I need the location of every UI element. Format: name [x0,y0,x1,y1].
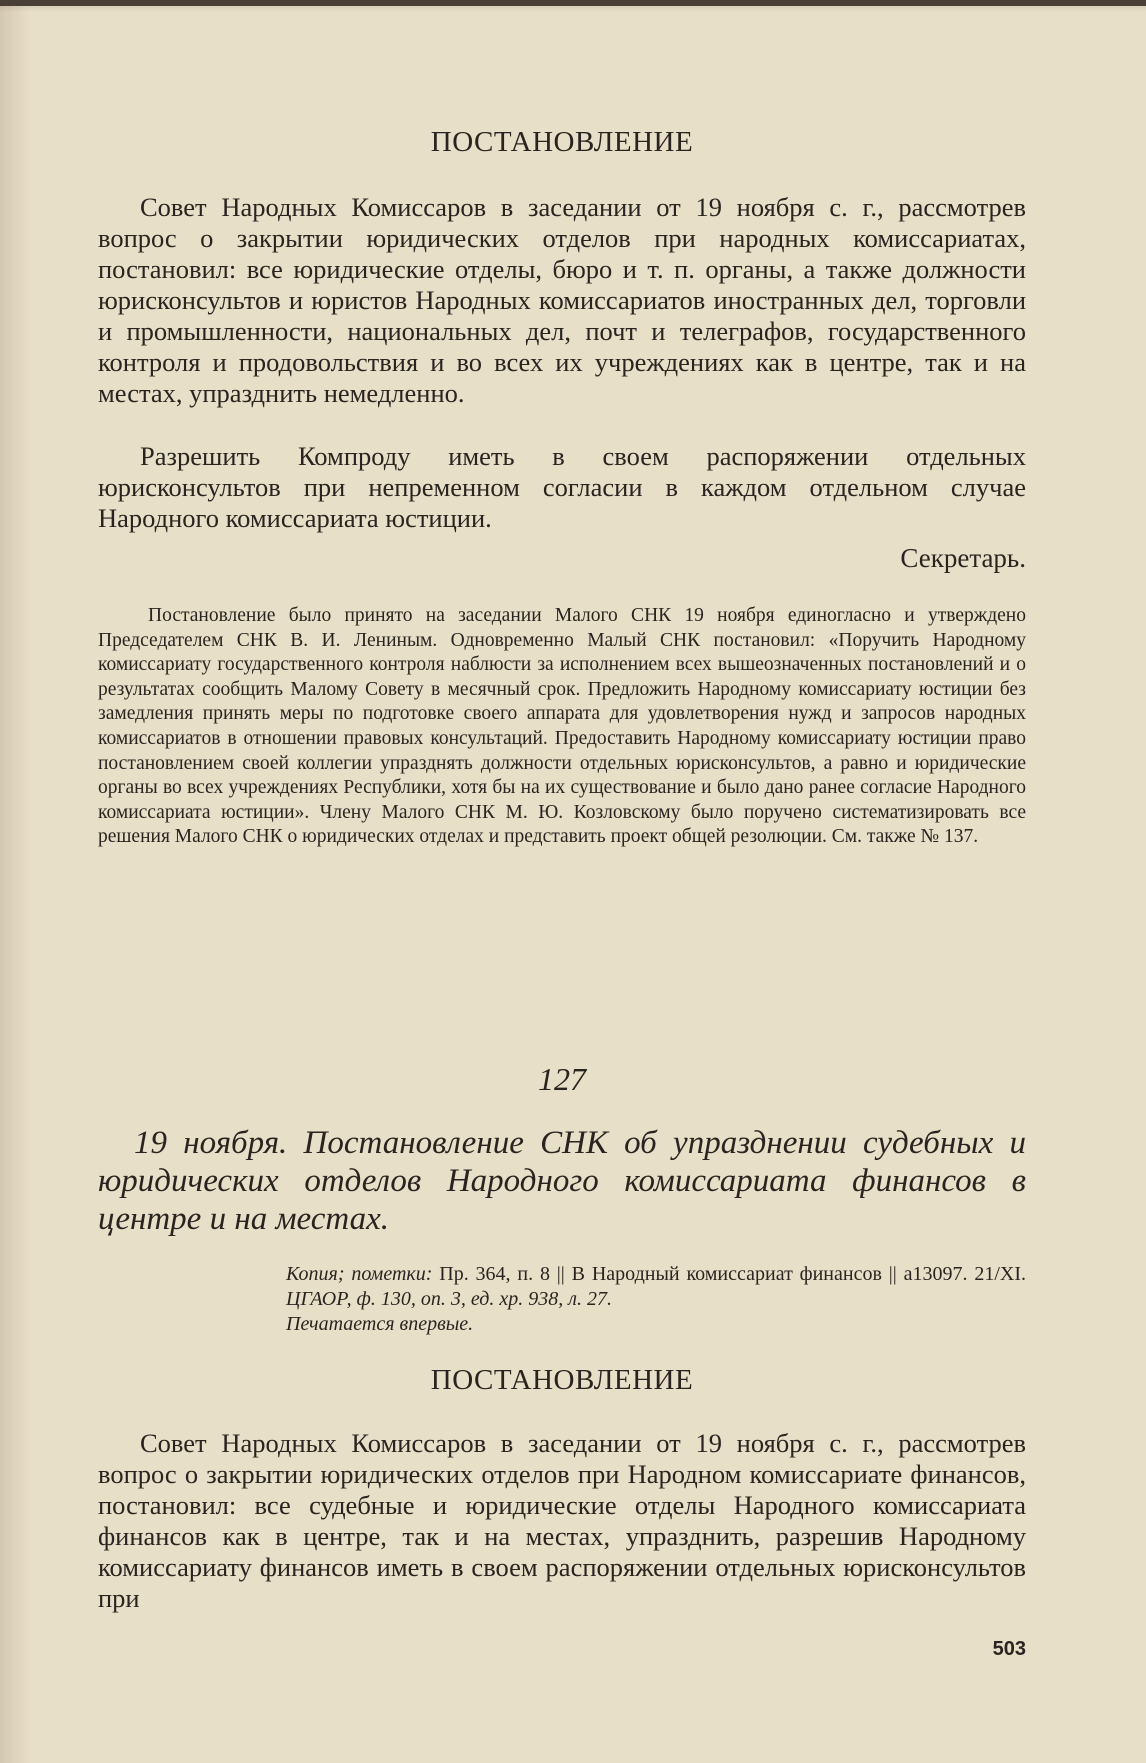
section-2-heading: ПОСТАНОВЛЕНИЕ [430,1364,694,1396]
publication-note: Печатается впервые. [286,1313,474,1335]
editorial-note: Постановление было принято на заседании Малого СНК 19 ноября единогласно и утверждено Председателем СНК В. И. Лениным. Одновременно Малый СНК постановил: «Поручить Народному комиссариату государственного контроля наблюсти за исполнением всех вышеозначенных постановлений и о результатах сообщить Малому Совету в месячный срок. Предложить Народному комиссариату юстиции без замедления принять меры по подготовке своего аппарата для удовлетворения нужд и запросов народных комиссариатов в отношении правовых консультаций. Предоставить Народному комиссариату юстиции право постановлением своей коллегии упразднять должности отдельных юрисконсультов, а равно и юридические органы во всех учреждениях Республики, хотя бы на их существование и было дано ранее согласие Народного комиссариата юстиции». Члену Малого СНК М. Ю. Козловскому было поручено систематизировать все решения Малого СНК о юридических отделах и представить проект общей резолюции. См. также № 137. [98,605,1026,848]
source-text: Пр. 364, п. 8 || В Народный комиссариат финансов || а13097. 21/XI. [439,1263,1026,1285]
page-edge [0,0,1146,6]
section-1-paragraph-2: Разрешить Компроду иметь в своем распоряжении отдельных юрисконсультов при непременном согласии в каждом отдельном случае Народного комиссариата юстиции. [98,441,1026,533]
document-number: 127 [538,1061,586,1097]
section-1-heading: ПОСТАНОВЛЕНИЕ [430,126,694,158]
page-number: 503 [992,1638,1026,1660]
archive-reference: ЦГАОР, ф. 130, оп. 3, ед. хр. 938, л. 27. [286,1288,612,1310]
section-2-paragraph-1: Совет Народных Комиссаров в заседании от 19 ноября с. г., рассмотрев вопрос о закрытии юридических отделов при Народном комиссариате финансов, постановил: все судебные и юридические отделы Народного комиссариата финансов как в центре, так и на местах, упразднить, разрешив Народному комиссариату финансов иметь в своем распоряжении отдельных юрисконсультов при [98,1428,1026,1613]
document-title: 19 ноября. Постановление СНК об упразднении судебных и юридических отделов Народного комиссариата финансов в центре и на местах. [98,1125,1026,1237]
source-reference [286,1262,1026,1337]
source-label: Копия; пометки: [286,1263,433,1285]
section-1-paragraph-1: Совет Народных Комиссаров в заседании от 19 ноября с. г., рассмотрев вопрос о закрытии юридических отделов при народных комиссариатах, постановил: все юридические отделы, бюро и т. п. органы, а также должности юрисконсультов и юристов Народных комиссариатов иностранных дел, торговли и промышленности, национальных дел, почт и телеграфов, государственного контроля и продовольствия и во всех их учреждениях как в центре, так и на местах, упразднить немедленно. [98,192,1026,408]
secretary-signature: Секретарь. [900,543,1026,573]
